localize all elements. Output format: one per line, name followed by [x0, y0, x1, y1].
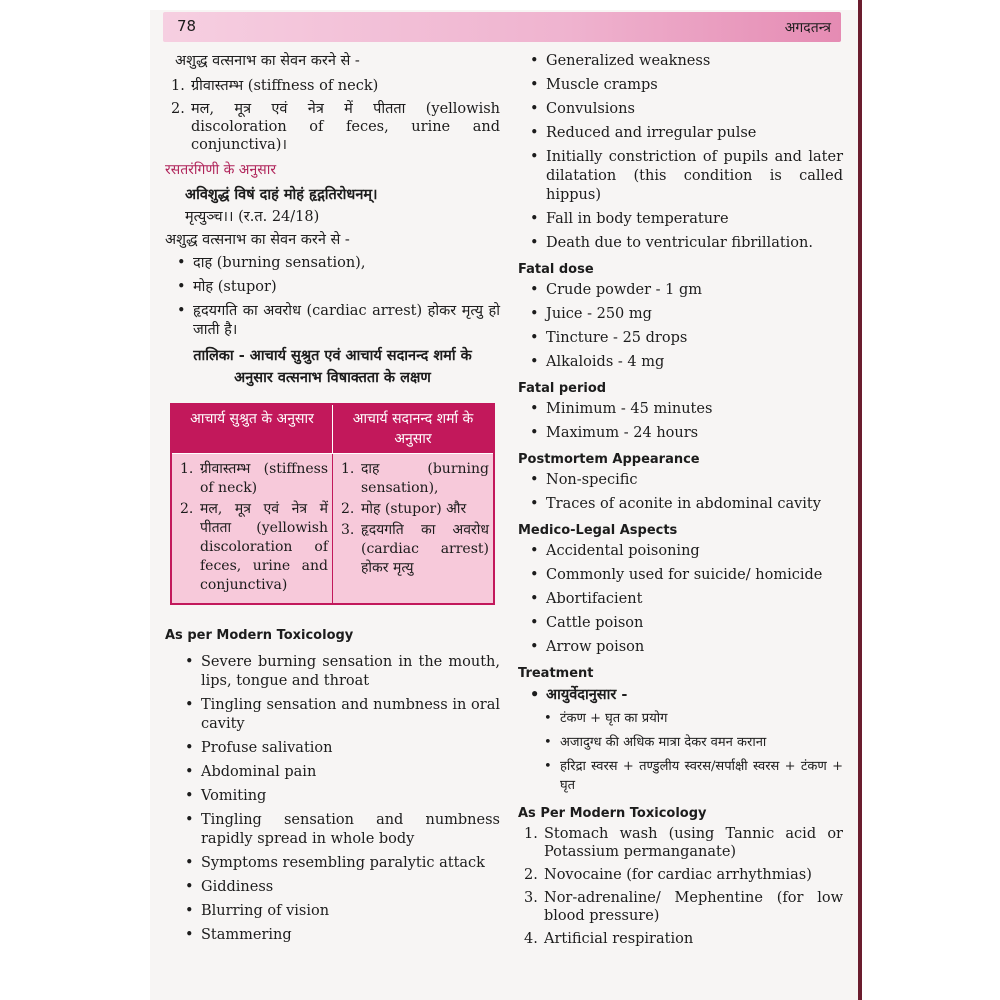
section-heading: रसतरंगिणी के अनुसार: [165, 162, 277, 178]
chapter-title: अगदतन्त्र: [784, 20, 831, 36]
table-header: आचार्य सुश्रुत के अनुसार: [171, 404, 333, 454]
medico-legal-list: [518, 542, 843, 657]
symptom-list: [518, 52, 843, 253]
list-item: • हृदयगति का अवरोध (cardiac arrest) होकर मृत्यु हो जाती है।: [165, 302, 500, 340]
fatal-period-list: [518, 400, 843, 443]
list-item: • Cattle poison: [518, 614, 843, 633]
list-item: • Reduced and irregular pulse: [518, 124, 843, 143]
list-item: • हरिद्रा स्वरस + तण्डुलीय स्वरस/सर्पाक्षी स्वरस + टंकण + घृत: [518, 757, 843, 795]
section-heading: Postmortem Appearance: [518, 452, 700, 467]
list-item: • Maximum - 24 hours: [518, 424, 843, 443]
list-item: • Death due to ventricular fibrillation.: [518, 234, 843, 253]
list-item: 2. मल, मूत्र एवं नेत्र में पीतता (yellowish discoloration of feces, urine and conjunctiva): [180, 501, 328, 593]
list-item: 2. Novocaine (for cardiac arrhythmias): [524, 867, 812, 883]
list-item: 1. Stomach wash (using Tannic acid or Potassium permanganate): [524, 826, 843, 860]
list-item: • Juice - 250 mg: [518, 305, 843, 324]
table-cell: [171, 454, 333, 605]
list-item: • Tingling sensation and numbness rapidly spread in whole body: [173, 811, 500, 849]
intro-text: अशुद्ध वत्सनाभ का सेवन करने से -: [165, 232, 350, 248]
section-heading: Fatal period: [518, 381, 607, 396]
list-item: • मोह (stupor): [165, 278, 500, 297]
list-item: • Muscle cramps: [518, 76, 843, 95]
ayurveda-treatment-list: [518, 709, 843, 795]
table-title: तालिका - आचार्य सुश्रुत एवं आचार्य सदानन्द शर्मा के अनुसार वत्सनाभ विषाक्तता के लक्षण: [193, 347, 472, 386]
list-item: • Blurring of vision: [173, 902, 500, 921]
list-item: • Convulsions: [518, 100, 843, 119]
section-heading: Treatment: [518, 666, 594, 681]
list-item: • Abortifacient: [518, 590, 843, 609]
list-item: • Crude powder - 1 gm: [518, 281, 843, 300]
list-item: • आयुर्वेदानुसार -: [518, 685, 843, 704]
list-item: • Accidental poisoning: [518, 542, 843, 561]
list-item: • Generalized weakness: [518, 52, 843, 71]
intro-text: अशुद्ध वत्सनाभ का सेवन करने से -: [175, 53, 360, 69]
verse-line: अविशुद्धं विषं दाहं मोहं हृद्गतिरोधनम्।: [185, 186, 378, 203]
list-item: • Severe burning sensation in the mouth, lips, tongue and throat: [173, 653, 500, 691]
list-item: • Tingling sensation and numbness in oral cavity: [173, 696, 500, 734]
list-item: • Tincture - 25 drops: [518, 329, 843, 348]
list-item: • Stammering: [173, 926, 500, 945]
list-item: • Alkaloids - 4 mg: [518, 353, 843, 372]
list-item: • Arrow poison: [518, 638, 843, 657]
list-item: 1. ग्रीवास्तम्भ (stiffness of neck): [180, 461, 328, 496]
right-column: [518, 52, 843, 953]
modern-treatment-list: [518, 825, 843, 948]
list-item: • Minimum - 45 minutes: [518, 400, 843, 419]
list-item: 3. हृदयगति का अवरोध (cardiac arrest) होकर मृत्यु: [341, 522, 489, 576]
list-item: • Symptoms resembling paralytic attack: [173, 854, 500, 873]
list-item: • दाह (burning sensation),: [165, 254, 500, 273]
list-item: • Non-specific: [518, 471, 843, 490]
section-heading: Medico-Legal Aspects: [518, 523, 678, 538]
list-item: • Traces of aconite in abdominal cavity: [518, 495, 843, 514]
list-item: 4. Artificial respiration: [524, 931, 694, 947]
list-item: 3. Nor-adrenaline/ Mephentine (for low blood pressure): [524, 890, 843, 924]
list-item: 2. मोह (stupor) और: [341, 501, 467, 517]
symptoms-table: [170, 403, 495, 605]
page-number: 78: [177, 17, 197, 35]
list-item: • अजादुग्ध की अधिक मात्रा देकर वमन कराना: [518, 733, 843, 752]
left-column: [165, 50, 500, 950]
page-header: [163, 12, 841, 42]
section-heading: As Per Modern Toxicology: [518, 806, 707, 821]
symptom-list: [165, 254, 500, 340]
symptom-list: [165, 653, 500, 945]
list-item: 2. मल, मूत्र एवं नेत्र में पीतता (yellowish discoloration of feces, urine and conjunctiva)।: [171, 101, 500, 153]
list-item: • Vomiting: [173, 787, 500, 806]
list-item: 1. दाह (burning sensation),: [341, 461, 489, 496]
list-item: • Initially constriction of pupils and later dilatation (this condition is called hippus): [518, 148, 843, 205]
intro-list: [165, 77, 500, 154]
treatment-list: [518, 685, 843, 704]
list-item: • Fall in body temperature: [518, 210, 843, 229]
postmortem-list: [518, 471, 843, 514]
table-header: आचार्य सदानन्द शर्मा के अनुसार: [333, 404, 495, 454]
section-heading: As per Modern Toxicology: [165, 628, 354, 643]
list-item: • टंकण + घृत का प्रयोग: [518, 709, 843, 728]
list-item: • Commonly used for suicide/ homicide: [518, 566, 843, 585]
verse-reference: मृत्युञ्च।। (र.त. 24/18): [185, 209, 320, 225]
list-item: • Giddiness: [173, 878, 500, 897]
table-cell: [333, 454, 495, 605]
book-spine-edge: [858, 0, 862, 1000]
list-item: 1. ग्रीवास्तम्भ (stiffness of neck): [171, 78, 379, 94]
list-item: • Abdominal pain: [173, 763, 500, 782]
list-item: • Profuse salivation: [173, 739, 500, 758]
section-heading: Fatal dose: [518, 262, 594, 277]
fatal-dose-list: [518, 281, 843, 372]
